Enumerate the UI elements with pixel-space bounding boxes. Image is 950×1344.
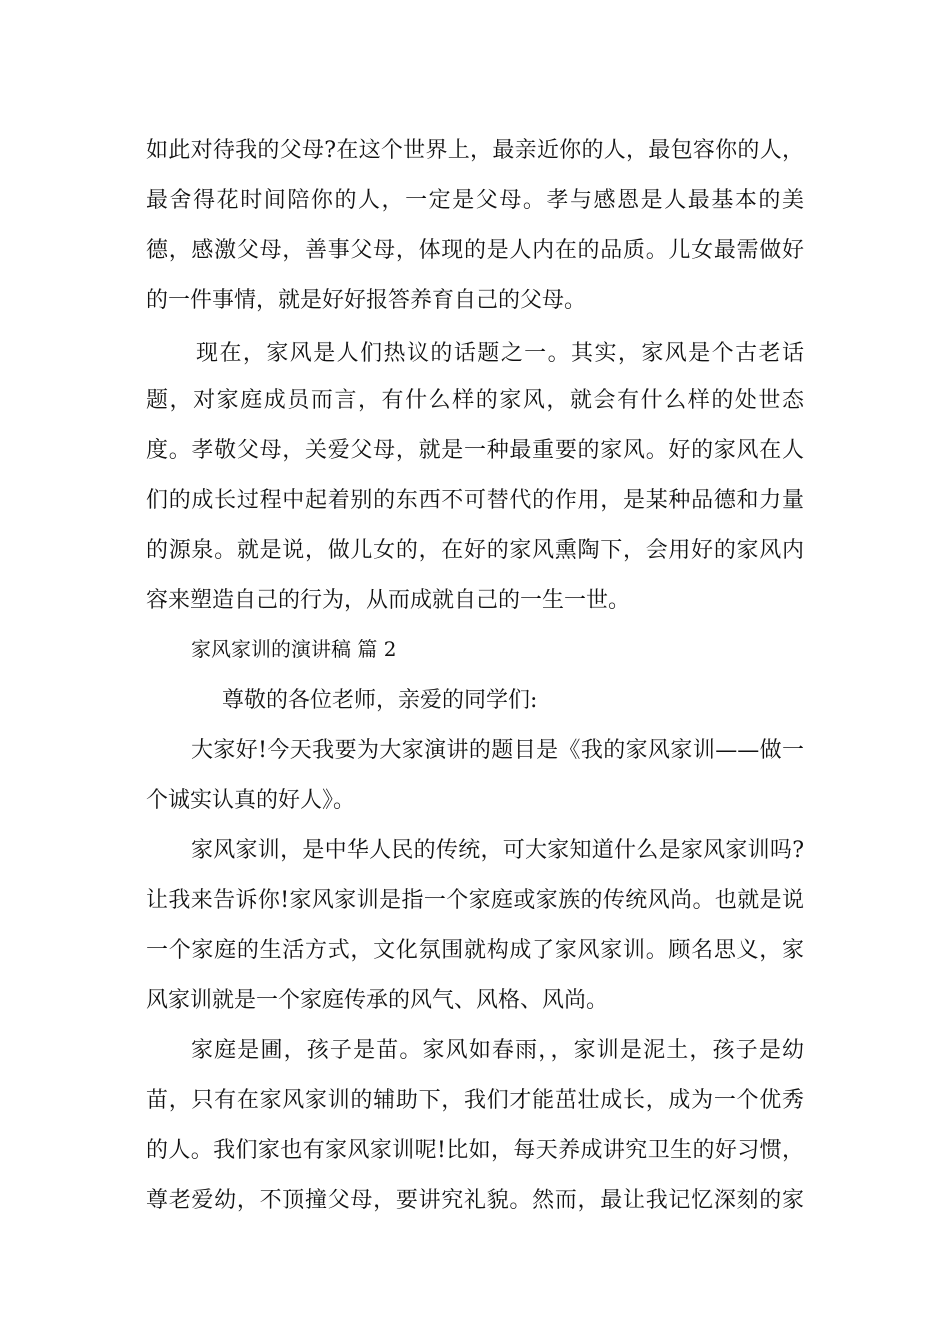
paragraph-1-line-2: 最舍得花时间陪你的人，一定是父母。孝与感恩是人最基本的美 xyxy=(146,188,804,213)
paragraph-4-line-2: 让我来告诉你!家风家训是指一个家庭或家族的传统风尚。也就是说 xyxy=(146,888,804,913)
paragraph-2-line-4: 们的成长过程中起着别的东西不可替代的作用，是某种品德和力量 xyxy=(146,488,804,513)
paragraph-2-line-5: 的源泉。就是说，做儿女的，在好的家风熏陶下，会用好的家风内 xyxy=(146,538,804,563)
paragraph-2-line-2: 题，对家庭成员而言，有什么样的家风，就会有什么样的处世态 xyxy=(146,388,804,413)
greeting-line: 尊敬的各位老师，亲爱的同学们: xyxy=(222,688,538,713)
section-heading: 家风家训的演讲稿 篇 2 xyxy=(191,637,397,661)
paragraph-4-line-3: 一个家庭的生活方式，文化氛围就构成了家风家训。顾名思义，家 xyxy=(146,938,804,963)
paragraph-4-line-1: 家风家训，是中华人民的传统，可大家知道什么是家风家训吗? xyxy=(191,838,804,863)
paragraph-2-line-6: 容来塑造自己的行为，从而成就自己的一生一世。 xyxy=(146,588,631,613)
paragraph-1-line-3: 德，感激父母，善事父母，体现的是人内在的品质。儿女最需做好 xyxy=(146,238,804,263)
paragraph-5-line-3: 的人。我们家也有家风家训呢!比如，每天养成讲究卫生的好习惯， xyxy=(146,1138,804,1163)
paragraph-5-line-2: 苗，只有在家风家训的辅助下，我们才能茁壮成长，成为一个优秀 xyxy=(146,1088,804,1113)
paragraph-3-line-1: 大家好!今天我要为大家演讲的题目是《我的家风家训——做一 xyxy=(191,738,804,763)
paragraph-3-line-2: 个诚实认真的好人》。 xyxy=(146,788,356,813)
paragraph-5-line-4: 尊老爱幼，不顶撞父母，要讲究礼貌。然而，最让我记忆深刻的家 xyxy=(146,1188,804,1213)
paragraph-1-line-1: 如此对待我的父母?在这个世界上，最亲近你的人，最包容你的人， xyxy=(146,138,804,163)
paragraph-1-line-4: 的一件事情，就是好好报答养育自己的父母。 xyxy=(146,288,587,313)
paragraph-2-line-1: 现在，家风是人们热议的话题之一。其实，家风是个古老话 xyxy=(196,341,804,366)
paragraph-5-line-1: 家庭是圃，孩子是苗。家风如春雨，，家训是泥土，孩子是幼 xyxy=(191,1038,804,1063)
paragraph-2-line-3: 度。孝敬父母，关爱父母，就是一种最重要的家风。好的家风在人 xyxy=(146,438,804,463)
paragraph-4-line-4: 风家训就是一个家庭传承的风气、风格、风尚。 xyxy=(146,988,609,1013)
